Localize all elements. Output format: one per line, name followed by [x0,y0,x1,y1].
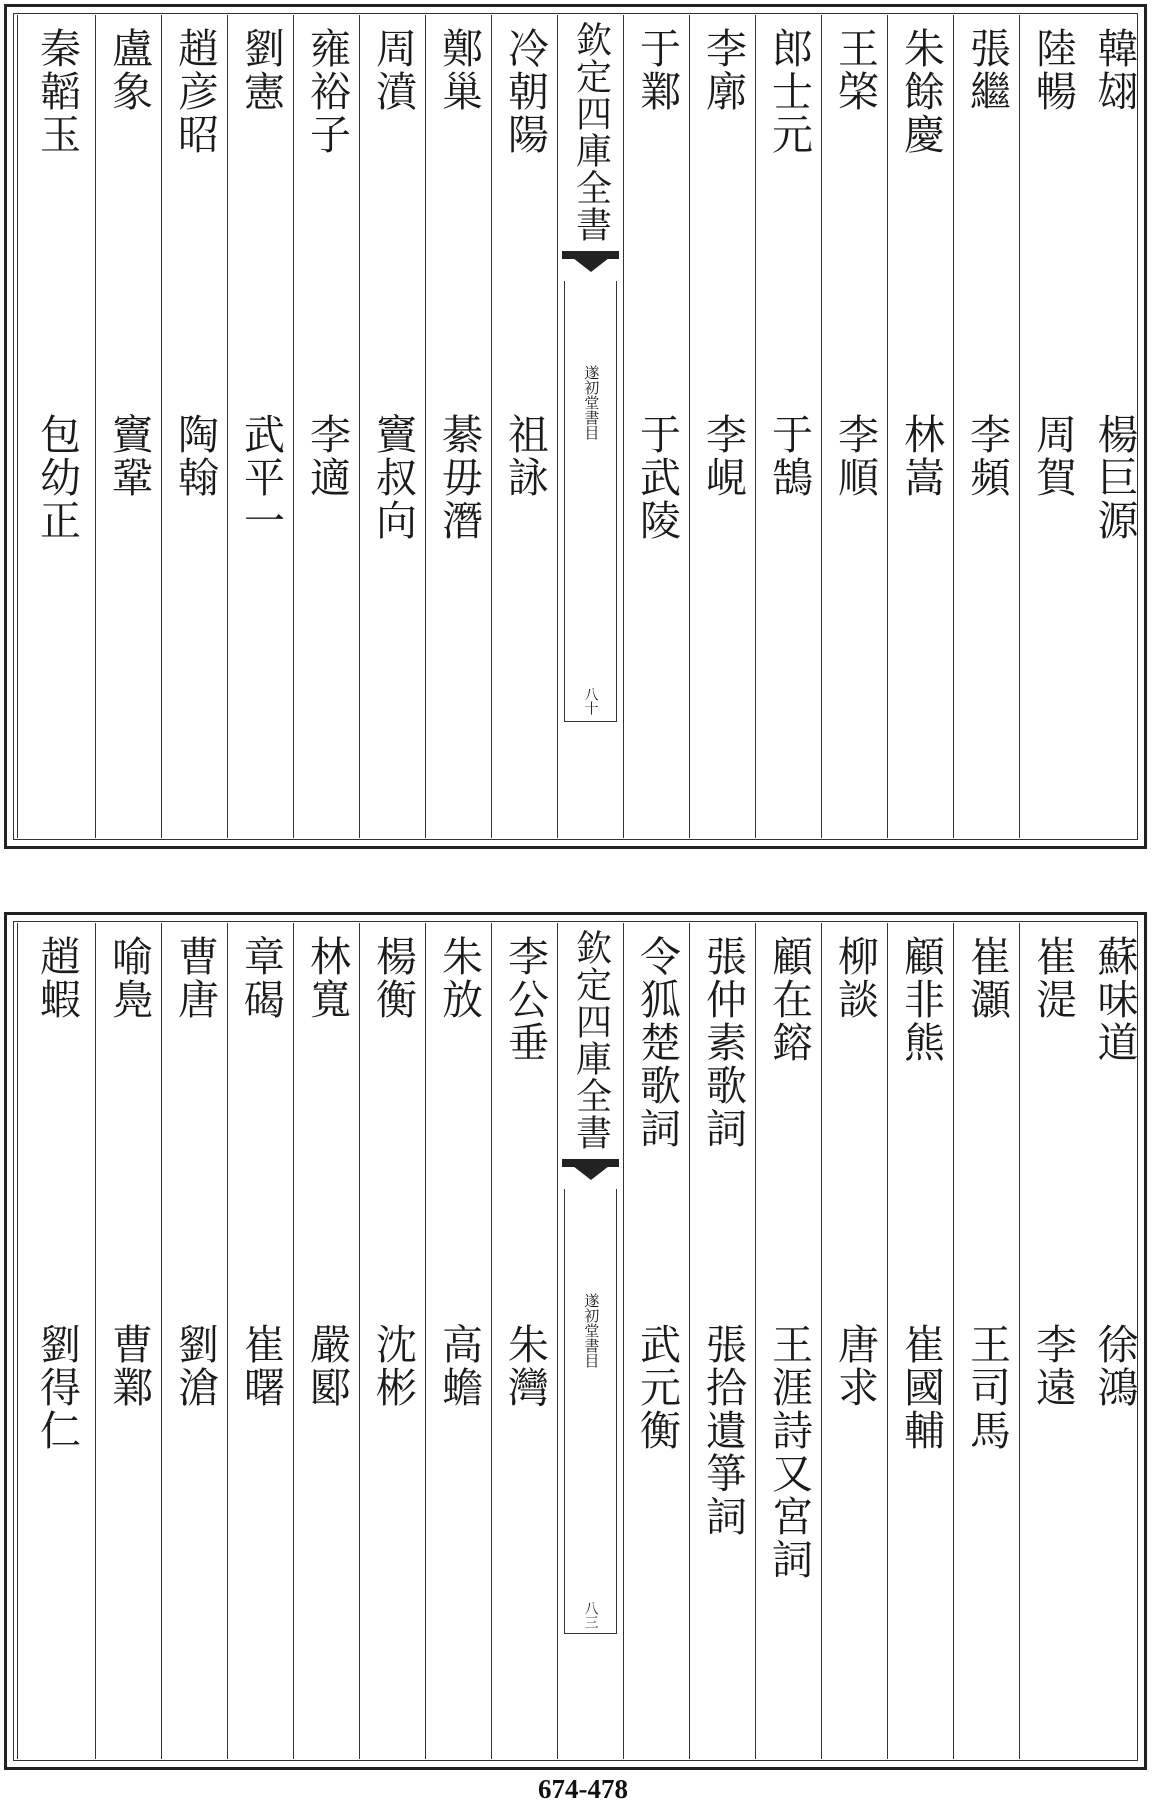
author-name: 崔湜 [1029,935,1077,1021]
column [1085,923,1143,1759]
author-name: 李廓 [699,27,747,113]
author-name: 楊巨源 [1090,413,1139,542]
author-name: 周賀 [1029,413,1077,499]
upper-page [4,4,1147,849]
column [1019,15,1085,838]
author-name: 劉得仁 [33,1323,81,1452]
author-name: 喻鳧 [105,935,153,1021]
author-name: 張拾遺箏詞 [699,1323,747,1538]
author-name: 令狐楚歌詞 [633,935,681,1150]
column [491,15,557,838]
author-name: 祖詠 [501,413,549,499]
column [623,15,689,838]
book-title: 欽定四庫全書 [570,21,612,243]
author-name: 于鄴 [633,27,681,113]
author-name: 李峴 [699,413,747,499]
author-name: 韓翃 [1090,27,1139,113]
book-title: 欽定四庫全書 [570,929,612,1151]
column [1019,923,1085,1759]
author-name: 曹唐 [171,935,219,1021]
column [95,15,161,838]
column [95,923,161,1759]
author-name: 竇叔向 [369,413,417,542]
column [755,15,821,838]
author-name: 崔灝 [963,935,1011,1021]
column [293,923,359,1759]
column [887,923,953,1759]
author-name: 劉憲 [237,27,285,113]
author-name: 包幼正 [33,413,81,542]
gutter-subtitle: 遂初堂書目 [582,365,601,440]
page-number: 674-478 [538,1774,628,1804]
author-name: 武元衡 [633,1323,681,1452]
gutter-frame [564,281,617,722]
column [17,15,95,838]
column [953,15,1019,838]
author-name: 崔國輔 [897,1323,945,1452]
column [227,923,293,1759]
column [689,923,755,1759]
author-name: 李公垂 [501,935,549,1064]
column [425,923,491,1759]
column [425,15,491,838]
author-name: 陶翰 [171,413,219,499]
author-name: 朱放 [435,935,483,1021]
center-gutter [557,923,623,1759]
gutter-folio: 八十 [582,687,599,715]
author-name: 唐求 [831,1323,879,1409]
column [821,923,887,1759]
author-name: 武平一 [237,413,285,542]
author-name: 周濆 [369,27,417,113]
author-name: 李適 [303,413,351,499]
author-name: 竇鞏 [105,413,153,499]
column [293,15,359,838]
author-name: 沈彬 [369,1323,417,1409]
author-name: 林嵩 [897,413,945,499]
author-name: 徐鴻 [1090,1323,1139,1409]
center-gutter [557,15,623,838]
author-name: 王司馬 [963,1323,1011,1452]
column [161,15,227,838]
author-name: 蘇味道 [1090,935,1139,1064]
author-name: 顧非熊 [897,935,945,1064]
column [227,15,293,838]
author-name: 張繼 [963,27,1011,113]
author-name: 雍裕子 [303,27,351,156]
author-name: 綦毋潛 [435,413,483,542]
column [755,923,821,1759]
author-name: 朱餘慶 [897,27,945,156]
column [491,923,557,1759]
author-name: 李順 [831,413,879,499]
author-name: 王棨 [831,27,879,113]
author-name: 于鵠 [765,413,813,499]
gutter-frame [564,1189,617,1634]
author-name: 嚴郾 [303,1323,351,1409]
author-name: 崔曙 [237,1323,285,1409]
author-name: 李遠 [1029,1323,1077,1409]
author-name: 李頻 [963,413,1011,499]
column [821,15,887,838]
column [623,923,689,1759]
column [953,923,1019,1759]
author-name: 顧在鎔 [765,935,813,1064]
column [887,15,953,838]
author-name: 秦韜玉 [33,27,81,156]
author-name: 冷朝陽 [501,27,549,156]
author-name: 趙彦昭 [171,27,219,156]
author-name: 陸暢 [1029,27,1077,113]
column [1085,15,1143,838]
column [359,923,425,1759]
author-name: 柳談 [831,935,879,1021]
author-name: 曹鄴 [105,1323,153,1409]
column [689,15,755,838]
gutter-subtitle: 遂初堂書目 [582,1293,601,1368]
author-name: 于武陵 [633,413,681,542]
author-name: 郎士元 [765,27,813,156]
author-name: 朱灣 [501,1323,549,1409]
column [161,923,227,1759]
column [17,923,95,1759]
author-name: 高蟾 [435,1323,483,1409]
lower-page [4,912,1147,1770]
author-name: 王涯詩又宮詞 [765,1323,813,1581]
author-name: 章碣 [237,935,285,1021]
author-name: 盧象 [105,27,153,113]
author-name: 趙蝦 [33,935,81,1021]
gutter-folio: 八三 [582,1601,599,1629]
author-name: 劉滄 [171,1323,219,1409]
column [359,15,425,838]
author-name: 鄭巢 [435,27,483,113]
author-name: 楊衡 [369,935,417,1021]
author-name: 張仲素歌詞 [699,935,747,1150]
author-name: 林寬 [303,935,351,1021]
